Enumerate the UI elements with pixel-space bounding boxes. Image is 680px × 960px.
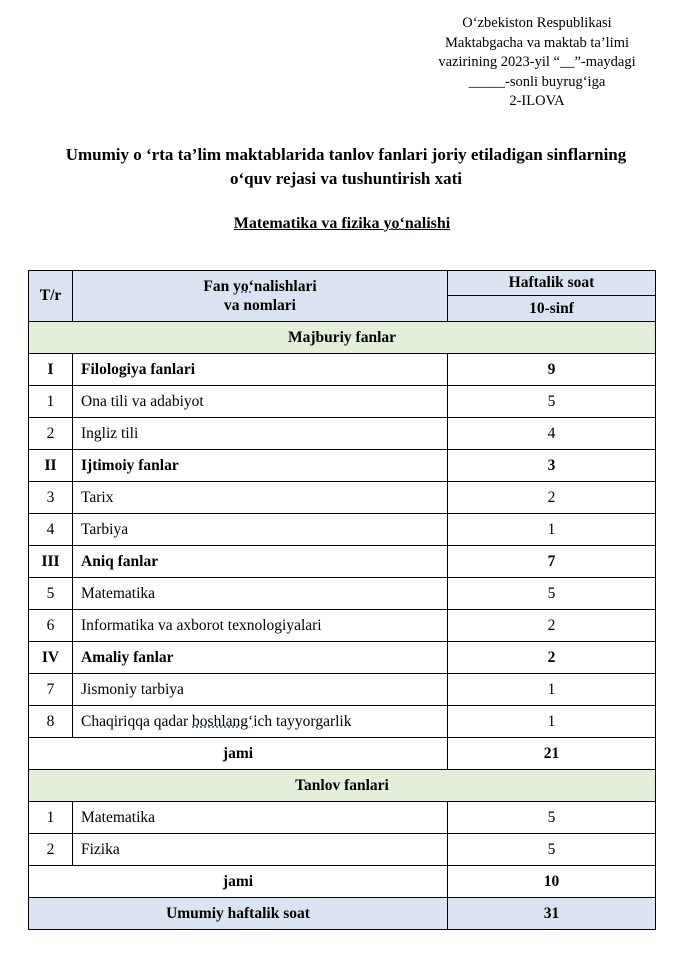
row-number: 6 (29, 610, 73, 642)
row-subject: Amaliy fanlar (73, 642, 448, 674)
table-row (29, 418, 656, 450)
subtitle-text: Matematika va fizika (233, 215, 384, 232)
header-subject-text: Fan (203, 278, 234, 295)
grand-total-value: 31 (448, 898, 656, 930)
row-hours: 2 (448, 642, 656, 674)
table-header-row (29, 271, 656, 296)
table-row (29, 578, 656, 610)
row-hours: 9 (448, 354, 656, 386)
row-hours: 2 (448, 482, 656, 514)
header-grade: 10-sinf (448, 296, 656, 322)
table-row (29, 674, 656, 706)
row-subject: Jismoniy tarbiya (73, 674, 448, 706)
row-number: III (29, 546, 73, 578)
table-row (29, 354, 656, 386)
row-number: 1 (29, 386, 73, 418)
document-title (20, 143, 672, 191)
document-title-line-2: o‘quv rejasi va tushuntirish xati (229, 169, 463, 188)
row-number: 2 (29, 834, 73, 866)
row-hours: 5 (448, 386, 656, 418)
table-row (29, 450, 656, 482)
row-subject: Tarix (73, 482, 448, 514)
row-hours: 1 (448, 514, 656, 546)
row-number: IV (29, 642, 73, 674)
row-hours: 2 (448, 610, 656, 642)
curriculum-table (28, 270, 656, 930)
row-number: 5 (29, 578, 73, 610)
row-subject-marked: boshlang‘ (192, 712, 254, 730)
row-number: 7 (29, 674, 73, 706)
row-subject (73, 706, 448, 738)
row-subject: Filologiya fanlari (73, 354, 448, 386)
row-subject-text: Chaqiriqqa qadar (81, 712, 193, 730)
row-hours: 1 (448, 706, 656, 738)
section-row (29, 322, 656, 354)
row-subject: Aniq fanlar (73, 546, 448, 578)
row-subject: Informatika va axborot texnologiyalari (73, 610, 448, 642)
total-row (29, 738, 656, 770)
row-hours: 5 (448, 834, 656, 866)
table-row (29, 610, 656, 642)
elective-total-label: jami (29, 866, 448, 898)
row-hours: 5 (448, 578, 656, 610)
total-row (29, 866, 656, 898)
approval-line-5: 2-ILOVA (509, 93, 565, 109)
header-subject (73, 271, 448, 322)
row-hours: 7 (448, 546, 656, 578)
table-row (29, 834, 656, 866)
row-hours: 1 (448, 674, 656, 706)
table-row (29, 802, 656, 834)
header-subject-marked: yo‘ (233, 278, 254, 295)
table-row (29, 482, 656, 514)
elective-total-value: 10 (448, 866, 656, 898)
grand-total-label: Umumiy haftalik soat (29, 898, 448, 930)
header-number: T/r (29, 271, 73, 322)
section-elective: Tanlov fanlari (29, 770, 656, 802)
document-subtitle (0, 215, 680, 233)
grand-total-row (29, 898, 656, 930)
row-subject: Matematika (73, 578, 448, 610)
table-row (29, 642, 656, 674)
row-subject: Fizika (73, 834, 448, 866)
row-hours: 4 (448, 418, 656, 450)
approval-line-3: vazirining 2023-yil “__”-maydagi (438, 54, 636, 70)
header-weekly-hours: Haftalik soat (448, 271, 656, 296)
header-subject-line-2: va nomlari (224, 297, 296, 314)
table-row (29, 706, 656, 738)
subtitle-marked-text: yo‘ (383, 215, 405, 232)
mandatory-total-label: jami (29, 738, 448, 770)
row-number: 4 (29, 514, 73, 546)
row-subject: Ijtimoiy fanlar (73, 450, 448, 482)
section-mandatory: Majburiy fanlar (29, 322, 656, 354)
approval-line-1: O‘zbekiston Respublikasi (462, 15, 612, 31)
approval-line-2: Maktabgacha va maktab ta’limi (445, 34, 629, 51)
section-row (29, 770, 656, 802)
row-number: 3 (29, 482, 73, 514)
table-row (29, 386, 656, 418)
approval-line-4: _____-sonli buyrug‘iga (468, 73, 606, 90)
row-subject-text-end: ich tayyorgarlik (253, 712, 352, 730)
row-number: I (29, 354, 73, 386)
document-title-line-1: Umumiy o ‘rta ta’lim maktablarida tanlov fanlari joriy etiladigan sinflarning (65, 145, 627, 164)
table-row (29, 546, 656, 578)
row-subject: Ingliz tili (73, 418, 448, 450)
row-number: II (29, 450, 73, 482)
header-subject-text-end: nalishlari (253, 278, 317, 295)
approval-stamp-block (417, 14, 657, 112)
row-number: 1 (29, 802, 73, 834)
row-number: 2 (29, 418, 73, 450)
row-subject: Matematika (73, 802, 448, 834)
subtitle-text-end: nalishi (404, 215, 451, 232)
mandatory-total-value: 21 (448, 738, 656, 770)
row-subject: Tarbiya (73, 514, 448, 546)
row-number: 8 (29, 706, 73, 738)
row-hours: 3 (448, 450, 656, 482)
table-row (29, 514, 656, 546)
row-hours: 5 (448, 802, 656, 834)
row-subject: Ona tili va adabiyot (73, 386, 448, 418)
